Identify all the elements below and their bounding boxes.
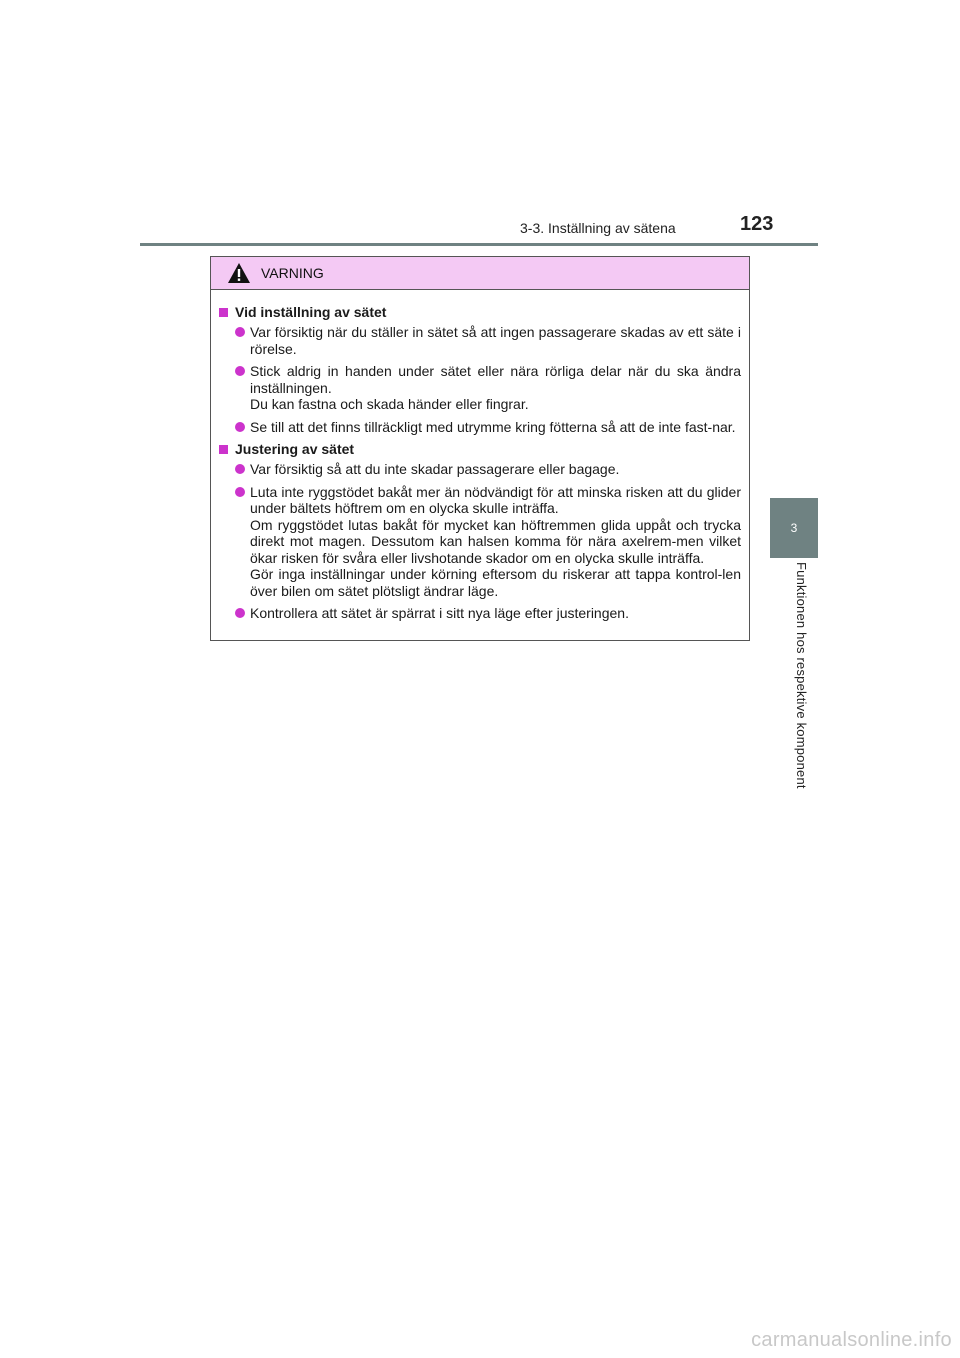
header-divider <box>140 243 818 246</box>
circle-bullet-icon <box>235 422 245 432</box>
list-item <box>218 605 741 622</box>
list-item <box>218 461 741 478</box>
square-bullet-icon <box>219 308 228 317</box>
list-item <box>218 419 741 436</box>
section-heading-text: Vid inställning av sätet <box>235 304 387 320</box>
list-item <box>218 324 741 357</box>
circle-bullet-icon <box>235 487 245 497</box>
chapter-number: 3 <box>790 521 798 535</box>
circle-bullet-icon <box>235 327 245 337</box>
section-heading-text: Justering av sätet <box>235 441 355 457</box>
list-item <box>218 484 741 600</box>
list-item-text: Var försiktig när du ställer in sätet så att ingen passagerare skadas av ett säte i rörelse. <box>250 324 741 357</box>
section-title: 3-3. Inställning av sätena <box>520 220 676 236</box>
list-item-text: Se till att det finns tillräckligt med utrymme kring fötterna så att de inte fast-nar. <box>250 418 736 435</box>
section-heading <box>218 441 741 457</box>
list-item <box>218 363 741 413</box>
circle-bullet-icon <box>235 464 245 474</box>
list-item-text: Kontrollera att sätet är spärrat i sitt nya läge efter justeringen. <box>250 605 629 621</box>
circle-bullet-icon <box>235 366 245 376</box>
circle-bullet-icon <box>235 608 245 618</box>
list-item-text: Var försiktig så att du inte skadar passagerare eller bagage. <box>250 461 620 477</box>
watermark: carmanualsonline.info <box>751 1329 952 1351</box>
warning-triangle-icon <box>227 262 251 284</box>
warning-header <box>211 257 749 290</box>
warning-box <box>210 256 750 641</box>
chapter-label: Funktionen hos respektive komponent <box>794 562 809 789</box>
list-item-text: Stick aldrig in handen under sätet eller nära rörliga delar när du ska ändra inställningen. Du kan fastna och skada händer eller fingrar. <box>250 363 741 412</box>
warning-title: VARNING <box>261 265 324 281</box>
chapter-tab <box>770 498 818 558</box>
square-bullet-icon <box>219 445 228 454</box>
warning-body <box>211 290 749 640</box>
section-heading <box>218 304 741 320</box>
list-item-text: Luta inte ryggstödet bakåt mer än nödvändigt för att minska risken att du glider under bältets höftrem om en olycka skulle inträffa. Om ryggstödet lutas bakåt för mycket kan höftremmen glida uppåt och trycka direkt mot magen. Dessutom kan halsen komma för nära axelrem-men vilket ökar risken för svåra eller livshotande skador om en olycka skulle inträffa. Gör inga inställningar under körning eftersom du riskerar att tappa kontrol-len över bilen om sätet plötsligt ändrar läge. <box>250 483 741 599</box>
page-number: 123 <box>740 213 774 235</box>
